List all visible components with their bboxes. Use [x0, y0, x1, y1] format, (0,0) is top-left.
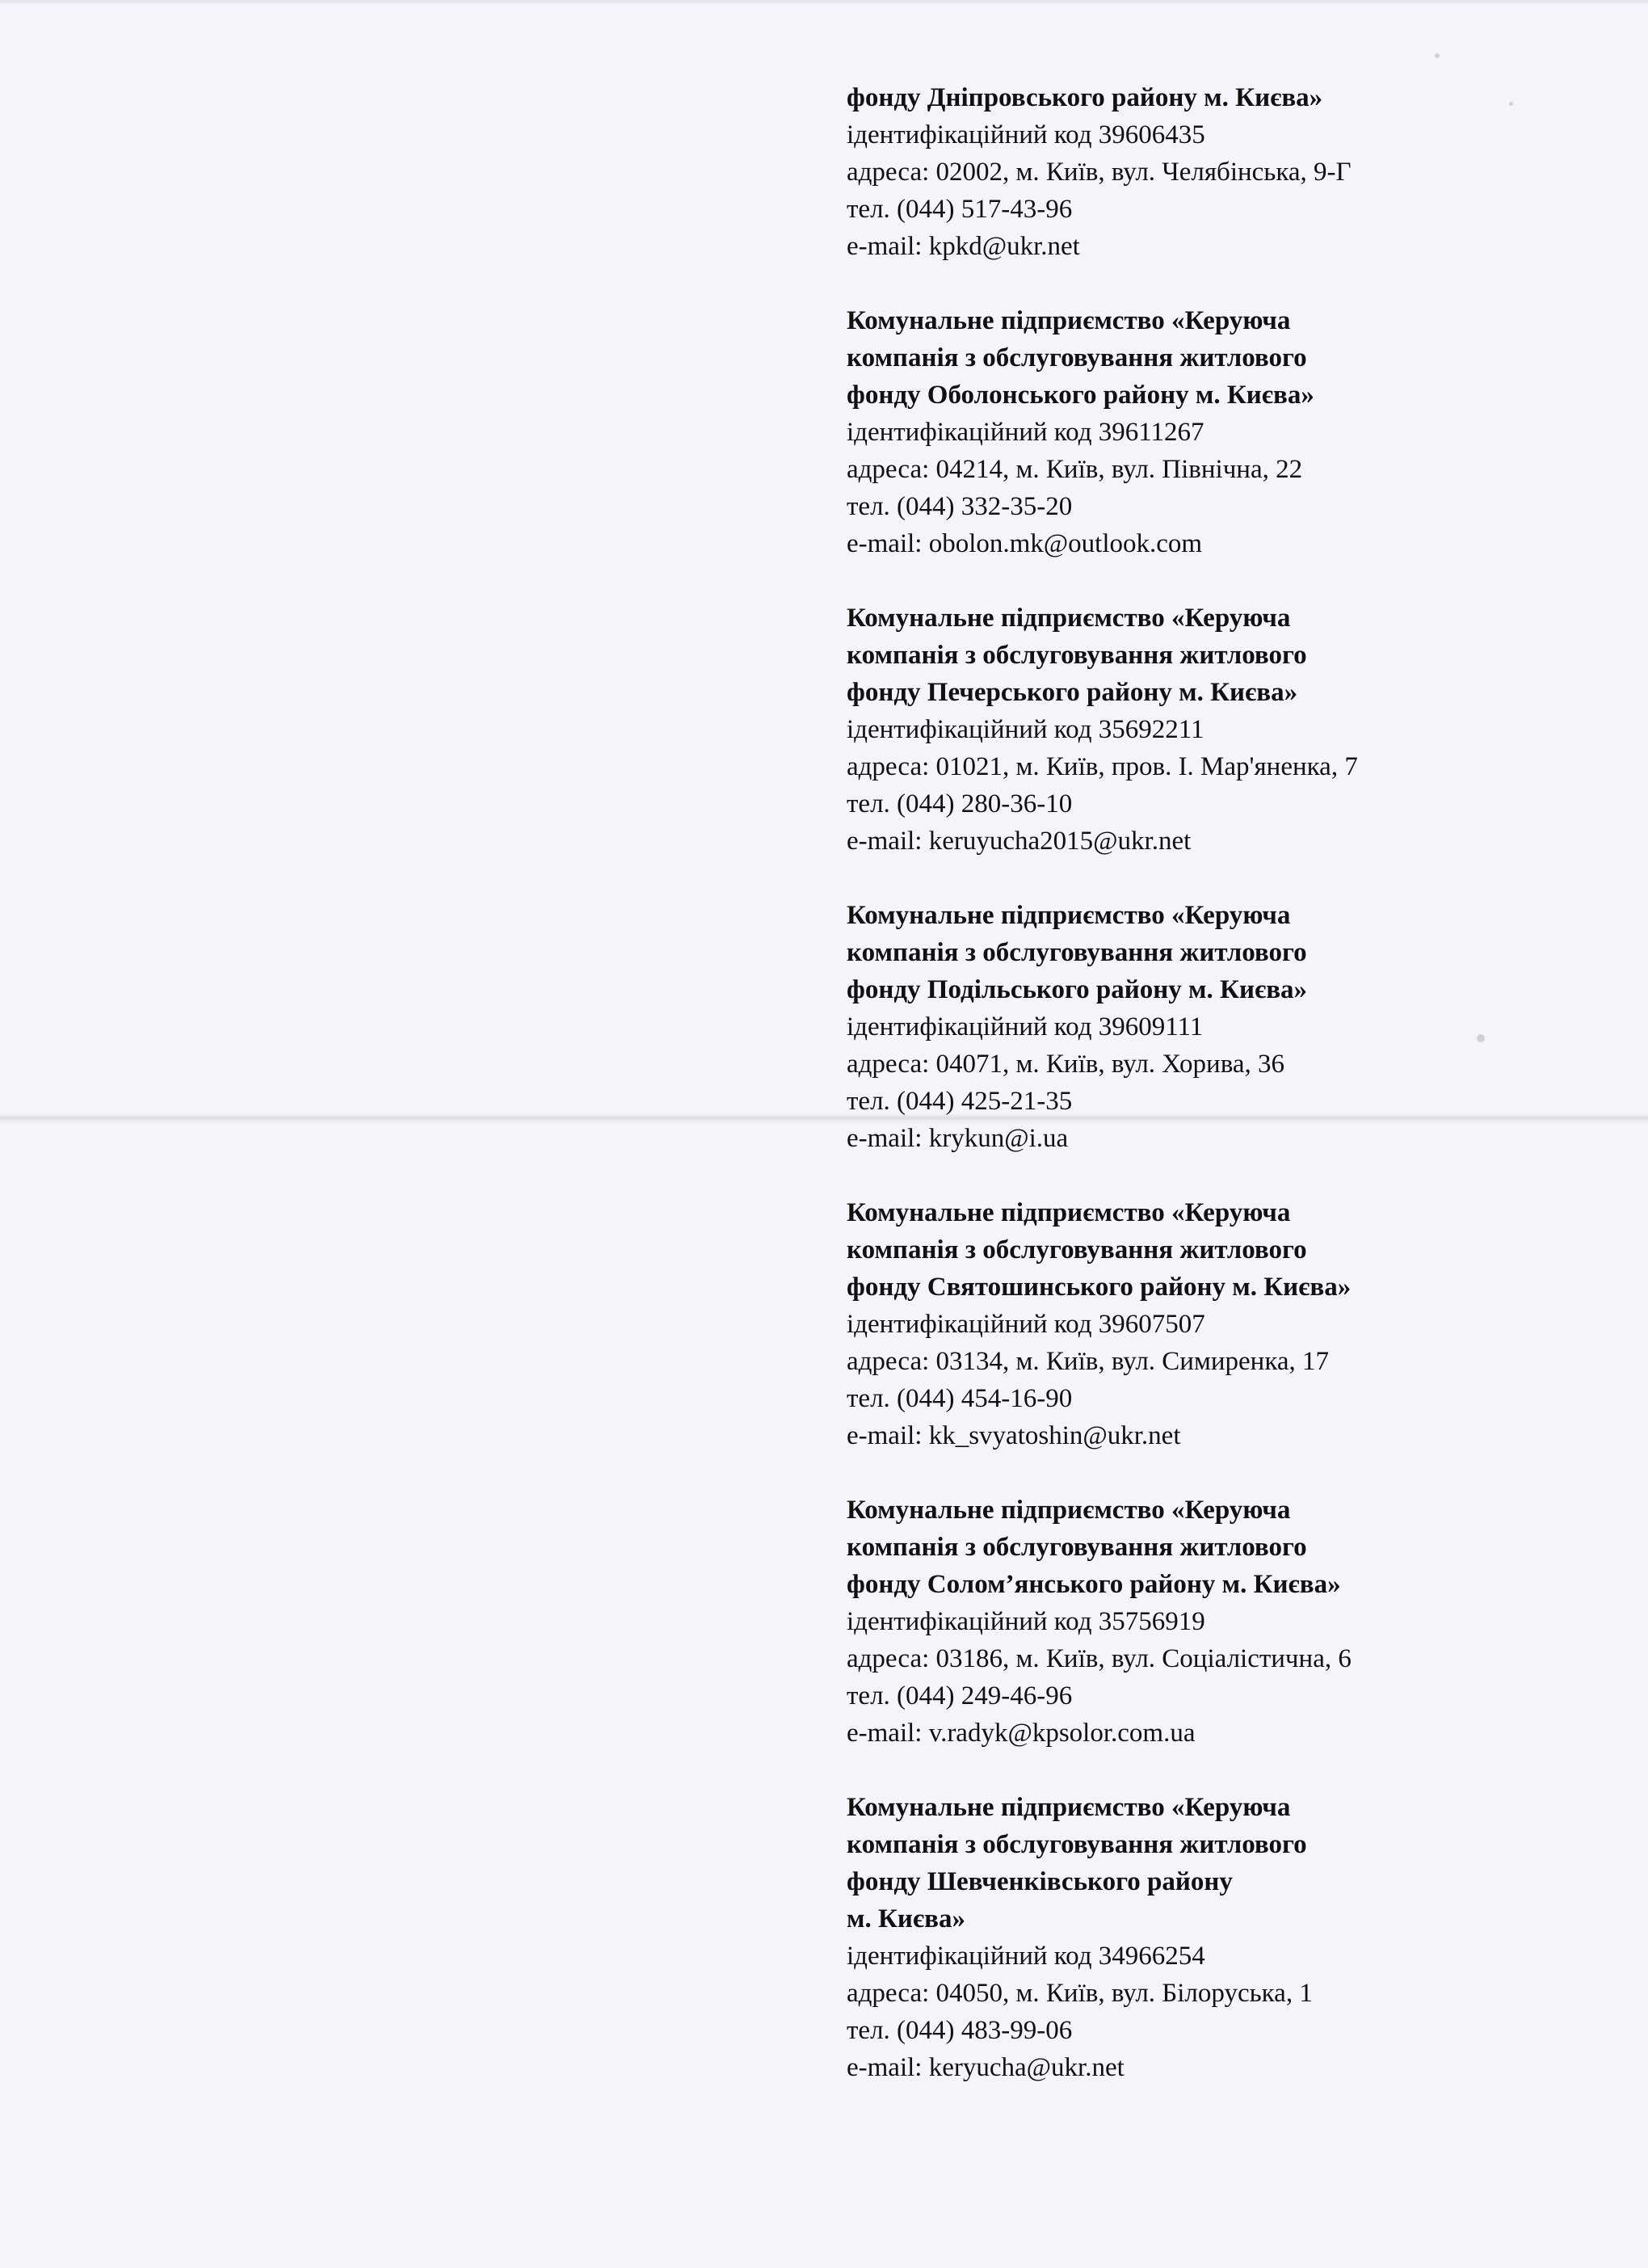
- entry-name-line: м. Києва»: [847, 1904, 966, 1933]
- entry-address: адреса: 04050, м. Київ, вул. Білоруська, 1: [847, 1979, 1313, 2008]
- entry-email: e-mail: keryucha@ukr.net: [847, 2053, 1125, 2082]
- entry-name-line: компанія з обслуговування житлового: [847, 343, 1307, 372]
- entry-name-line: фонду Оболонського району м. Києва»: [847, 381, 1314, 410]
- speck: [1435, 53, 1440, 58]
- entry-sviatoshynskyi: [847, 1194, 1574, 1454]
- entry-email: e-mail: v.radyk@kpsolor.com.ua: [847, 1719, 1196, 1748]
- entry-phone: тел. (044) 425-21-35: [847, 1087, 1073, 1116]
- entry-name-line: Комунальне підприємство «Керуюча: [847, 901, 1291, 930]
- entry-pecherskyi: [847, 600, 1574, 860]
- entry-address: адреса: 01021, м. Київ, пров. І. Мар'яненка, 7: [847, 752, 1358, 781]
- entry-podilskyi: [847, 897, 1574, 1157]
- entry-code: ідентифікаційний код 39611267: [847, 418, 1204, 447]
- entry-phone: тел. (044) 249-46-96: [847, 1681, 1073, 1710]
- entry-name-line: Комунальне підприємство «Керуюча: [847, 1793, 1291, 1822]
- entry-name-line: компанія з обслуговування житлового: [847, 1830, 1307, 1859]
- entry-obolonskyi: [847, 302, 1574, 562]
- entry-phone: тел. (044) 454-16-90: [847, 1384, 1073, 1413]
- entry-phone: тел. (044) 280-36-10: [847, 789, 1073, 818]
- entry-email: e-mail: obolon.mk@outlook.com: [847, 529, 1203, 558]
- entry-name-line: фонду Святошинського району м. Києва»: [847, 1273, 1352, 1302]
- entry-code: ідентифікаційний код 39606435: [847, 120, 1205, 149]
- top-edge: [0, 0, 1648, 3]
- entry-phone: тел. (044) 483-99-06: [847, 2016, 1073, 2045]
- entry-name-line: фонду Шевченківського району: [847, 1867, 1233, 1896]
- entry-name-line: компанія з обслуговування житлового: [847, 1533, 1307, 1562]
- recipient-list: [847, 79, 1574, 2123]
- entry-code: ідентифікаційний код 35756919: [847, 1607, 1205, 1636]
- entry-phone: тел. (044) 517-43-96: [847, 195, 1073, 224]
- entry-code: ідентифікаційний код 35692211: [847, 715, 1204, 744]
- entry-address: адреса: 03134, м. Київ, вул. Симиренка, 17: [847, 1347, 1329, 1376]
- entry-name-line: фонду Подільського району м. Києва»: [847, 975, 1308, 1004]
- entry-code: ідентифікаційний код 34966254: [847, 1942, 1205, 1971]
- entry-name-line: фонду Дніпровського району м. Києва»: [847, 83, 1323, 112]
- entry-code: ідентифікаційний код 39609111: [847, 1012, 1204, 1041]
- entry-shevchenkivskyi: [847, 1789, 1574, 2086]
- entry-email: e-mail: kk_svyatoshin@ukr.net: [847, 1421, 1181, 1450]
- entry-name-line: фонду Солом’янського району м. Києва»: [847, 1570, 1341, 1599]
- entry-name-line: Комунальне підприємство «Керуюча: [847, 1496, 1291, 1525]
- entry-address: адреса: 02002, м. Київ, вул. Челябінська, 9-Г: [847, 158, 1352, 187]
- entry-address: адреса: 04071, м. Київ, вул. Хорива, 36: [847, 1050, 1285, 1079]
- entry-name-line: компанія з обслуговування житлового: [847, 641, 1307, 670]
- entry-email: e-mail: kpkd@ukr.net: [847, 232, 1080, 261]
- entry-name-line: компанія з обслуговування житлового: [847, 1235, 1307, 1264]
- entry-email: e-mail: krykun@i.ua: [847, 1124, 1069, 1153]
- entry-address: адреса: 03186, м. Київ, вул. Соціалістична, 6: [847, 1644, 1352, 1673]
- entry-name-line: Комунальне підприємство «Керуюча: [847, 604, 1291, 633]
- entry-code: ідентифікаційний код 39607507: [847, 1310, 1205, 1339]
- entry-email: e-mail: keruyucha2015@ukr.net: [847, 827, 1192, 856]
- entry-name-line: фонду Печерського району м. Києва»: [847, 678, 1298, 707]
- entry-name-line: Комунальне підприємство «Керуюча: [847, 306, 1291, 335]
- entry-phone: тел. (044) 332-35-20: [847, 492, 1073, 521]
- entry-solomianskyi: [847, 1492, 1574, 1752]
- entry-name-line: Комунальне підприємство «Керуюча: [847, 1198, 1291, 1227]
- entry-dniprovskyi: [847, 79, 1574, 265]
- entry-name-line: компанія з обслуговування житлового: [847, 938, 1307, 967]
- entry-address: адреса: 04214, м. Київ, вул. Північна, 22: [847, 455, 1303, 484]
